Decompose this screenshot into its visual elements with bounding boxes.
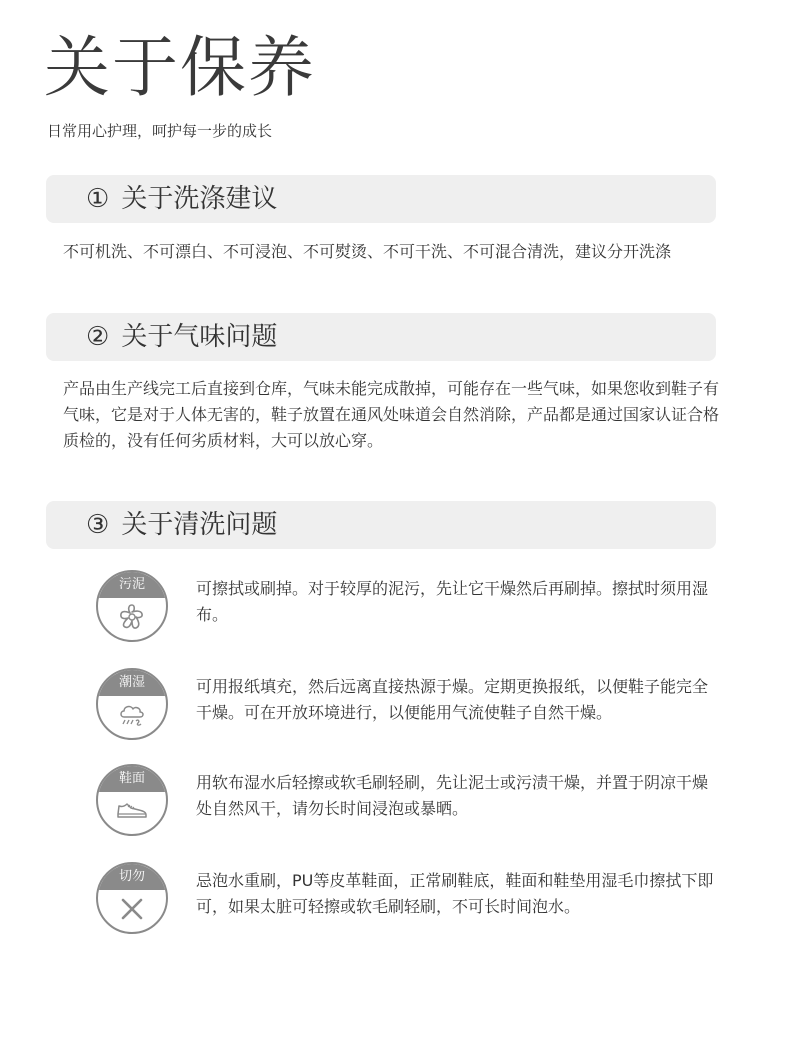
humid-cloud-icon [117, 700, 147, 730]
care-item-humid [96, 668, 726, 740]
care-item-never [96, 862, 726, 934]
care-badge [96, 570, 168, 642]
section-title: 关于洗涤建议 [121, 184, 278, 214]
mud-splat-icon [117, 602, 147, 632]
care-item-text: 可擦拭或刷掉。对于较厚的泥污，先让它干燥然后再刷掉。擦拭时须用湿布。 [196, 579, 709, 624]
section-title: 关于清洗问题 [121, 510, 278, 540]
care-item-text: 用软布湿水后轻擦或软毛刷轻刷，先让泥士或污渍干燥，并置于阴凉干燥处自然风干，请勿长时间浸泡或暴晒。 [196, 773, 709, 818]
care-badge [96, 668, 168, 740]
section-header-odor [46, 313, 716, 361]
washing-advice-text: 不可机洗、不可漂白、不可浸泡、不可熨烫、不可干洗、不可混合清洗，建议分开洗涤 [63, 242, 672, 261]
odor-advice-text: 产品由生产线完工后直接到仓库，气味未能完成散掉，可能存在一些气味，如果您收到鞋子有气味，它是对于人体无害的，鞋子放置在通风处味道会自然消除，产品都是通过国家认证合格质检的，没有任何劣质材料，大可以放心穿。 [63, 379, 720, 450]
care-item-upper [96, 764, 726, 836]
section-header-cleaning [46, 501, 716, 549]
care-item-text: 忌泡水重刷，PU等皮革鞋面，正常刷鞋底，鞋面和鞋垫用湿毛巾擦拭下即可，如果太脏可轻擦或软毛刷轻刷，不可长时间泡水。 [196, 871, 714, 916]
care-badge [96, 862, 168, 934]
care-item-text: 可用报纸填充，然后远离直接热源于燥。定期更换报纸，以便鞋子能完全干燥。可在开放环境进行，以便能用气流使鞋子自然干燥。 [196, 677, 709, 722]
care-badge-label: 切勿 [118, 869, 145, 884]
care-item-mud [96, 570, 726, 642]
care-badge-label: 污泥 [118, 577, 145, 592]
care-badge-label: 鞋面 [118, 771, 145, 786]
page-title: 关于保养 [44, 29, 316, 106]
section-number: ③ [86, 510, 110, 540]
cross-icon [117, 894, 147, 924]
care-badge [96, 764, 168, 836]
page-subtitle: 日常用心护理，呵护每一步的成长 [47, 122, 273, 140]
section-title: 关于气味问题 [121, 322, 278, 352]
section-header-washing [46, 175, 716, 223]
section-number: ① [86, 184, 110, 214]
care-badge-label: 潮湿 [118, 675, 145, 690]
section-number: ② [86, 322, 110, 352]
sneaker-icon [112, 796, 152, 826]
